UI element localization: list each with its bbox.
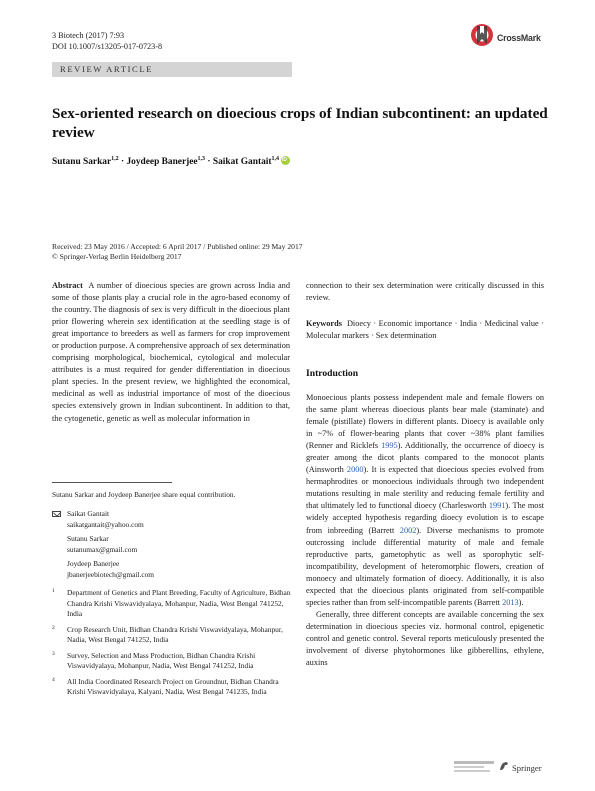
contact-entry [52,534,292,555]
intro-text-segment: ). Additionally, the occurrence of dioecy is greater among the dicot plants compared to the monocot plants (Ainsworth [306,441,544,475]
author-list [52,156,290,167]
intro-paragraph-2: Generally, three different concepts are available concerning the sex determination in dioecious species viz. hormonal control, epigenetic control and genetic control. Several reports meticulously presented the involvement of diverse phytohormones like gibberellins, ethylene, auxins [306,609,544,668]
affiliation-number: 2 [52,624,55,631]
section-label: REVIEW ARTICLE [60,64,154,74]
contact-email[interactable]: saikatgantait@yahoo.com [67,519,144,529]
orcid-icon[interactable] [281,156,290,165]
affiliation-item [52,651,292,672]
contact-email[interactable]: sutanumax@gmail.com [67,544,138,554]
affiliation-text: Survey, Selection and Mass Production, Bidhan Chandra Krishi Viswavidyalaya, Mohanpur, Nadia, West Bengal 741252, India [67,650,256,670]
contact-entry [52,559,292,580]
author-separator: · [118,157,127,168]
intro-text-segment: ). Diverse mechanisms to promote outcrossing include differential maturity of male and female reproductive parts, gametophytic as well as sporophytic self-incompatibility, development of heteromorphic flowers, creation of monoecy and ultimately formation of dioecy. Additionally, it is also expected that the dioecious plants originated from self-compatible species rather than from self-incompatible parents (Barrett [306,525,544,607]
intro-text-segment: ). [518,597,524,607]
intro-text-segment: ). The most widely accepted hypothesis regarding dioecy evolution is to escape from inbreeding (Barrett [306,501,544,535]
affiliation-number: 1 [52,588,55,594]
citation-link[interactable]: 2013 [502,597,519,607]
publisher-footer [454,758,554,782]
journal-logo-icon [454,759,494,779]
affiliation-text: Crop Research Unit, Bidhan Chandra Krishi Viswavidyalaya, Mohanpur, Nadia, West Bengal 741252, India [67,624,283,644]
author-separator: · [205,157,213,168]
keywords [306,318,544,342]
introduction-body [306,392,544,669]
author-name[interactable]: Joydeep Banerjee [126,157,198,168]
publisher-name: Springer [512,763,542,773]
section-label-bar [52,62,292,77]
abstract-text: A number of dioecious species are grown across India and some of those plants play a crucial role in the agro-based economy of the country. The diagnosis of sex is very difficult in the dioecious plant prior flowering wherein sex identification at the seedling stage is of great importance to breeders as well as farmers for crop improvement or production purpose. A comprehensive approach of sex determination comprising morphological, biochemical, cytological and molecular attributes is a must required for gender differentiation in dioecious plant species. In the present review, we highlighted the economical, medicinal as well as industrial importance of most of the dioecious species extensively grown in Indian subcontinent. In addition to that, the cytogenetic, genetic as well as molecular information in [52,281,290,423]
contact-email[interactable]: jbanerjeebiotech@gmail.com [67,569,155,579]
affiliation-item [52,625,292,646]
crossmark-label: CrossMark [497,33,541,43]
introduction-heading: Introduction [306,368,359,379]
equal-contribution-note: Sutanu Sarkar and Joydeep Banerjee share equal contribution. [52,490,236,499]
affiliations [52,588,292,703]
author-affiliation-marker: 1,3 [197,156,206,162]
contact-name: Saikat Gantait [67,509,110,518]
affiliation-text: Department of Genetics and Plant Breeding, Faculty of Agriculture, Bidhan Chandra Krishi Viswavidyalaya, Mohanpur, Nadia, West Bengal 741252, India [67,588,291,618]
footnote-divider [52,482,172,483]
doi[interactable]: DOI 10.1007/s13205-017-0723-8 [52,42,163,51]
crossmark-badge[interactable] [470,22,550,52]
contact-name: Sutanu Sarkar [67,534,109,543]
affiliation-item [52,588,292,620]
author-affiliation-marker: 1,2 [111,156,119,162]
intro-text-segment: ). It is expected that dioecious species evolved from hermaphrodites or monoecious individuals through two independent mutations resulting in male sterility and reducing female fertility and that ultimately led to functional dioecy (Charlesworth [306,465,544,511]
author-affiliation-marker: 1,4 [271,156,279,162]
mail-icon [52,511,61,517]
citation-link[interactable]: 2000 [346,465,364,475]
contact-entry [52,509,292,530]
affiliation-number: 4 [52,676,55,683]
keywords-text: Dioecy · Economic importance · India · Medicinal value · Molecular markers · Sex determination [306,319,544,341]
copyright: © Springer-Verlag Berlin Heidelberg 2017 [52,252,182,261]
author-name[interactable]: Sutanu Sarkar [52,157,112,168]
abstract [52,280,290,425]
crossmark-icon [470,22,494,50]
history-dates: Received: 23 May 2016 / Accepted: 6 April 2017 / Published online: 29 May 2017 [52,242,303,251]
affiliation-number: 3 [52,650,55,657]
citation-link[interactable]: 1995 [381,441,398,451]
author-name[interactable]: Saikat Gantait [212,157,272,168]
contact-name: Joydeep Banerjee [67,559,120,568]
keywords-label: Keywords [306,319,342,328]
abstract-continuation: connection to their sex determination were critically discussed in this review. [306,281,544,303]
journal-info [52,30,162,52]
corresponding-contacts [52,509,292,584]
publication-dates [52,242,303,262]
affiliation-item [52,677,292,698]
intro-paragraph-1 [306,392,544,609]
article-title: Sex-oriented research on dioecious crops of Indian subcontinent: an updated review [52,105,548,141]
journal-citation: 3 Biotech (2017) 7:93 [52,31,125,40]
affiliation-text: All India Coordinated Research Project on Groundnut, Bidhan Chandra Krishi Viswavidyalaya, Kalyani, Nadia, West Bengal 741235, India [67,676,279,696]
citation-link[interactable]: 2002 [399,525,417,535]
springer-horse-icon [498,760,510,772]
intro-text-segment: Monoecious plants possess independent male and female flowers on the same plant whereas dioecious plants bear male (staminate) and female (pistillate) flowers in different plants. Dioecy is available only in ~7% of flower-bearing plants that cover ~38% plant families (Renner and Ricklefs [306,393,544,451]
citation-link[interactable]: 1991 [488,501,506,511]
abstract-label: Abstract [52,281,83,290]
